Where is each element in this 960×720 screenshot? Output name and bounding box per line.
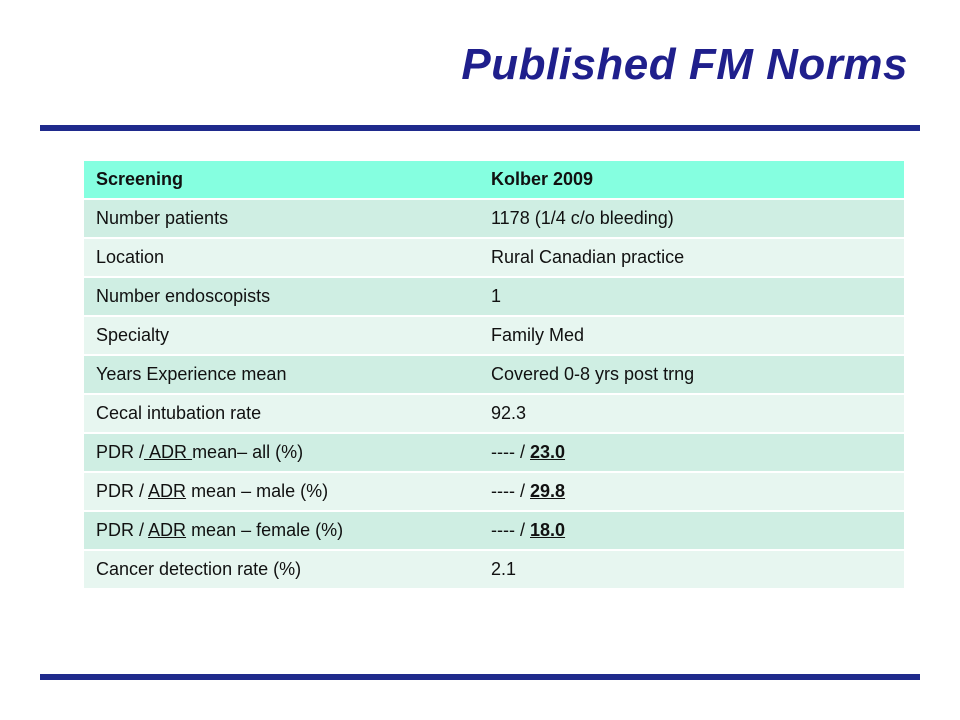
bottom-divider (40, 674, 920, 680)
row-label: Specialty (84, 316, 479, 355)
table-row (84, 238, 904, 277)
table-row (84, 433, 904, 472)
table-row (84, 355, 904, 394)
row-label-prefix: PDR / (96, 481, 145, 501)
slide-title: Published FM Norms (461, 40, 908, 89)
row-value-prefix: ---- / (491, 442, 525, 462)
adr-abbreviation: ADR (148, 481, 187, 501)
table-row (84, 550, 904, 589)
row-label-suffix: mean – male (%) (191, 481, 329, 501)
row-label (84, 511, 479, 550)
row-value (479, 511, 904, 550)
row-value: 2.1 (479, 550, 904, 589)
adr-value: 23.0 (530, 442, 566, 462)
row-label-prefix: PDR / (96, 520, 145, 540)
top-divider (40, 125, 920, 131)
header-kolber-2009: Kolber 2009 (479, 161, 904, 199)
table-row (84, 394, 904, 433)
row-value: Family Med (479, 316, 904, 355)
table-row (84, 199, 904, 238)
row-label: Number endoscopists (84, 277, 479, 316)
table-row (84, 472, 904, 511)
row-value: 1 (479, 277, 904, 316)
adr-value: 29.8 (530, 481, 566, 501)
header-screening: Screening (84, 161, 479, 199)
row-label (84, 433, 479, 472)
row-value: Covered 0-8 yrs post trng (479, 355, 904, 394)
table-row (84, 316, 904, 355)
adr-abbreviation: ADR (149, 442, 188, 462)
row-label-suffix: mean – female (%) (191, 520, 344, 540)
row-label: Location (84, 238, 479, 277)
row-label (84, 472, 479, 511)
adr-abbreviation: ADR (148, 520, 187, 540)
row-label-prefix: PDR / (96, 442, 145, 462)
row-value (479, 433, 904, 472)
row-label-suffix: mean– all (%) (192, 442, 304, 462)
row-label: Number patients (84, 199, 479, 238)
row-label: Years Experience mean (84, 355, 479, 394)
row-value-prefix: ---- / (491, 520, 525, 540)
norms-table (84, 161, 904, 590)
row-value: 1178 (1/4 c/o bleeding) (479, 199, 904, 238)
table-row (84, 277, 904, 316)
row-value-prefix: ---- / (491, 481, 525, 501)
adr-value: 18.0 (530, 520, 566, 540)
row-label: Cancer detection rate (%) (84, 550, 479, 589)
row-value: 92.3 (479, 394, 904, 433)
row-label: Cecal intubation rate (84, 394, 479, 433)
row-value: Rural Canadian practice (479, 238, 904, 277)
row-value (479, 472, 904, 511)
table-header-row (84, 161, 904, 199)
table-row (84, 511, 904, 550)
